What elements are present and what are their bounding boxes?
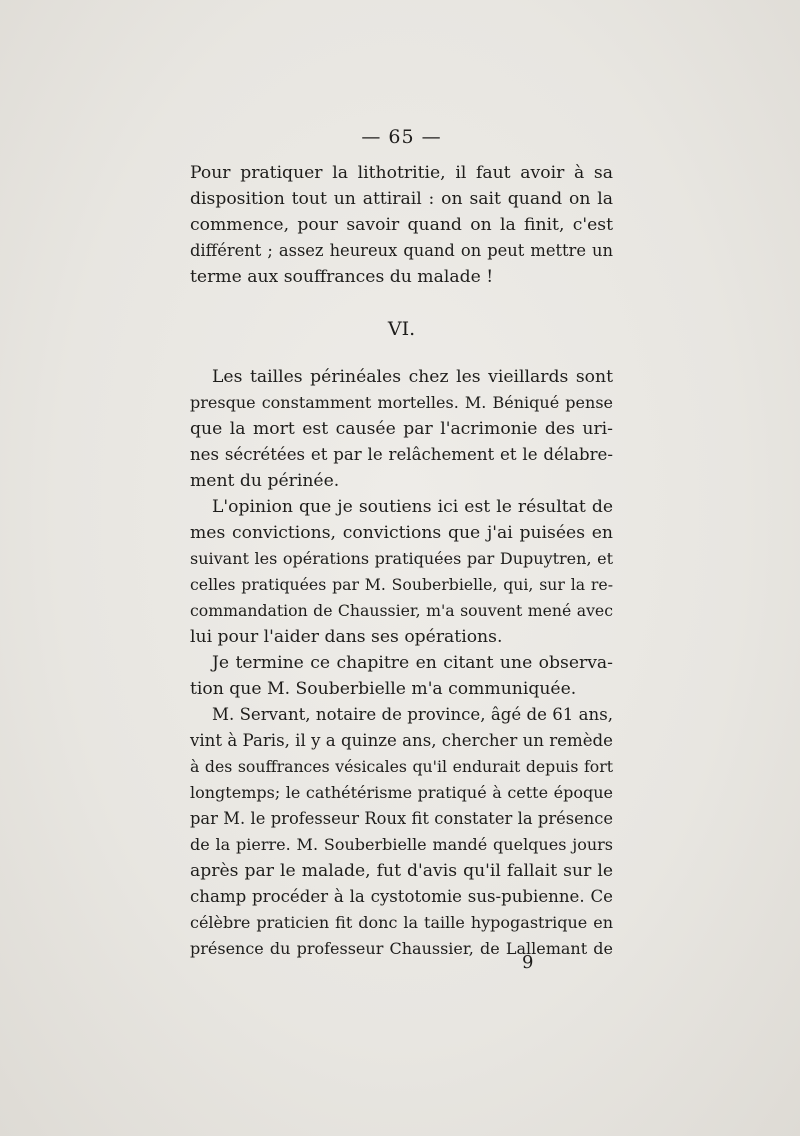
text-line: L'opinion que je soutiens ici est le résultat de <box>212 497 613 517</box>
text-line: commence, pour savoir quand on la finit, c'est <box>190 215 613 235</box>
page-number-header: — 65 — <box>361 126 442 148</box>
text-line: nes sécrétées et par le relâchement et le délabre- <box>190 445 613 464</box>
text-line: Les tailles périnéales chez les vieillards sont <box>212 367 613 387</box>
text-line: que la mort est causée par l'acrimonie des uri- <box>190 419 613 439</box>
text-line: célèbre praticien fit donc la taille hypogastrique en <box>190 913 613 932</box>
text-line: celles pratiquées par M. Souberbielle, qui, sur la re- <box>190 575 613 594</box>
text-line: à des souffrances vésicales qu'il endurait depuis fort <box>190 757 613 776</box>
text-line: commandation de Chaussier, m'a souvent mené avec <box>190 601 613 620</box>
section-heading: VI. <box>387 318 416 340</box>
text-line: ment du périnée. <box>190 471 340 491</box>
text-line: par M. le professeur Roux fit constater la présence <box>190 809 613 828</box>
text-line: Je termine ce chapitre en citant une observa- <box>212 653 613 673</box>
text-line: presque constamment mortelles. M. Béniqué pense <box>190 393 613 412</box>
text-line: vint à Paris, il y a quinze ans, chercher un remède <box>190 731 613 750</box>
text-line: terme aux souffrances du malade ! <box>190 267 494 287</box>
text-line: M. Servant, notaire de province, âgé de 61 ans, <box>212 705 613 724</box>
signature-mark: 9 <box>522 952 534 973</box>
text-line: lui pour l'aider dans ses opérations. <box>190 627 503 647</box>
text-line: longtemps; le cathétérisme pratiqué à cette époque <box>190 783 613 802</box>
text-line: disposition tout un attirail : on sait quand on la <box>190 189 613 209</box>
text-line: champ procéder à la cystotomie sus-pubienne. Ce <box>190 887 613 906</box>
text-line: après par le malade, fut d'avis qu'il fallait sur le <box>190 861 613 881</box>
text-line: Pour pratiquer la lithotritie, il faut avoir à sa <box>190 163 613 183</box>
text-line: suivant les opérations pratiquées par Dupuytren, et <box>190 549 613 568</box>
text-line: différent ; assez heureux quand on peut mettre un <box>190 241 613 260</box>
text-line: de la pierre. M. Souberbielle mandé quelques jours <box>190 835 613 854</box>
text-line: mes convictions, convictions que j'ai puisées en <box>190 523 613 543</box>
text-line: présence du professeur Chaussier, de Lallemant de <box>190 939 613 958</box>
text-line: tion que M. Souberbielle m'a communiquée. <box>190 679 577 699</box>
